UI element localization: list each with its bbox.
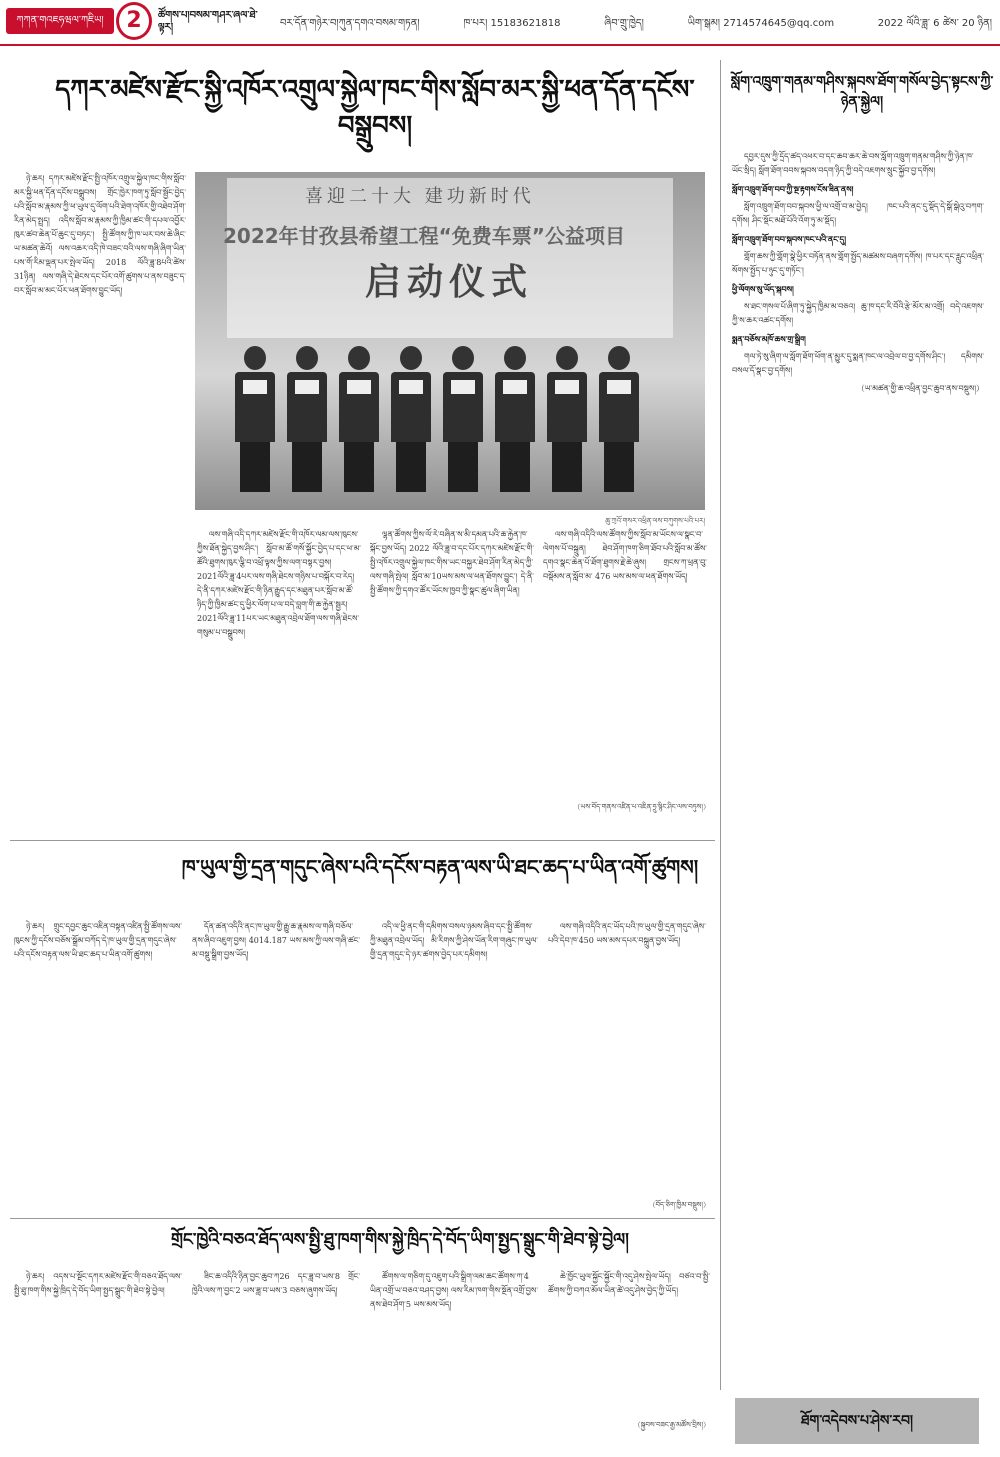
paragraph: འདི་ལ་ཕྱི་ནང་གི་དམིགས་བསལ་ཉམས་ཞིབ་དང་སྤྱི་ཚོགས་ཀྱི་མཐུན་འབྲེལ་ཡོད། མི་རིགས་ཀྱི་ཤེས་ཡོན་རིག་གཞུང་ཁ་ཡུལ་གྱི་དྲན་གདུང་དེ་ཉར་ཚགས་བྱེད་པར་དམིགས། — [370, 922, 538, 959]
page-editor-box: ཐོག་འདེབས་པ་ཤེས་རབ། — [735, 1398, 979, 1444]
bot-article-col4 — [548, 1270, 710, 1410]
paragraph: གལ་ཏེ་སུ་ཞིག་ལ་སློག་ཐོག་ཕོག་ན་མྱུར་དུ་སྨན་ཁང་ལ་འབྲེལ་བ་བྱ་དགོས་ཤིང་། དམིགས་བསལ་དོ་སྣང་བྱ་དགོས། — [732, 352, 984, 375]
student-figure — [547, 346, 587, 496]
student-figure — [443, 346, 483, 496]
paragraph: ལས་གཞི་འདིའི་ལས་ཚོགས་ཀྱིས་སློབ་མ་ཡོངས་ལ་སྣང་བ་ལེགས་པོ་བསྐྲུན། ཐེབ་ཤོག་ཁག་ཅིག་ཐོབ་པའི་སློབ་མ་ཚོས་དགའ་སྣང་ཆེན་པོ་ཐོག་ཐུགས་རྗེ་ཆེ་ཞུས། གྲངས་ཀ་ཕྲན་བུ་བསྡོམས་ན་སློབ་མ་ 476 ཡས་མས་ལ་ཕན་ཐོགས་ཡོད། — [543, 530, 707, 581]
masthead-left-label: ཀཀན་གའཇཧཝལ་ཀཇིཡ། — [6, 8, 114, 34]
paragraph: ཉེ་ཆར། འདས་པ་སྔོང་དཀར་མཛེས་རྫོང་གི་བཅའ་ཐོད་ལས་སྤྱི་ཐུ་ཁག་གིས་སྐྱེ་ཁྲིད་དེ་བོད་ཡིག་སྤྱད་སྒྲུང་གི་ཐེབ་སྟེ་བྱེལ། — [14, 1272, 182, 1295]
phone: 15183621818 — [490, 18, 561, 29]
paragraph: གློག་ཆས་ཀྱི་གློག་སྣེ་ཕྱིར་བཏོན་ནས་གློག་སྤྱོད་མཚམས་བཞག་དགོས། ཁ་པར་དང་རླུང་འཕྲིན་སོགས་སྤྱོད་པ་ཉུང་དུ་གཏོང་། — [732, 252, 984, 275]
paragraph: ལས་གཞི་འདིའི་ནང་ཡོད་པའི་ཁ་ཡུལ་གྱི་དྲན་གདུང་ཞེས་པའི་དེབ་ཁ་450 ཡས་མས་དཔར་བསྐྲུན་བྱས་ཡོད། — [548, 922, 706, 945]
paragraph: དབྱར་དུས་ཀྱི་དྲོད་ཚད་འཕར་བ་དང་ཆབ་ཆར་ཆེ་བས་སློག་འཁྲུག་གནམ་གཤིས་ཀྱི་ཉེན་ཁ་ཡོང་སྲིད། སློག་ཐོག་བབས་སྐབས་བདག་ཉིད་ཀྱི་བདེ་འཇགས་སྲུང་སྐྱོབ་བྱ་དགོས། — [732, 152, 974, 175]
mid-article-col1 — [14, 920, 182, 1210]
proof-label: ཞིབ་གྲུ་ཁྱེད། — [604, 18, 644, 29]
section-title: ཚོགས་པ།བསམ་གཤར་ཞལ་ཐེ་ལྟར། — [158, 10, 258, 33]
paragraph: ཚོགས་ལ་གཅིག་དུ་འཇུག་པའི་སྒྲིག་ལམ་ཆང་ཚོགས་ཀ་4 ཡིན་འགྲོ་ཡ་བཅའ་བཤད་བྱས། ལས་རིམ་ཁག་གིས་སྔོན་འགྲོ་བྱས་ནས་ཐེབ་ཤོག་5 ཡས་མས་ཡོད། — [370, 1272, 538, 1309]
mid-article-source: （བོད་ཅིག་ཁྱིམ་བསྡུས།） — [648, 1201, 710, 1209]
section-divider — [10, 1218, 715, 1219]
main-article-col1 — [14, 172, 186, 652]
main-article-col2 — [197, 528, 361, 828]
side-subheading: སྨན་བཅོས་མཁོ་ཆས་གྲ་སྒྲིག — [732, 334, 806, 344]
paragraph: ཟིང་ཆ་འདིའི་ཉིན་བྱང་ཆུབ་ཀ26 དང་ཟླ་བ་ཡས་8 གྲོང་ཁྱེའི་ལས་ཀ་བྱང་2 ཡས་ཟླ་བ་ཡས་3 བཅས་ཞུགས་ཡོད། — [192, 1272, 360, 1295]
paragraph: ཉེ་ཆར། གྲུང་དབྱང་ཆུང་འཇིན་བསྟན་འཛིན་སྤྱི་ཚོགས་ལས་ཁུངས་ཀྱི་དངོས་བཅོས་སྒྲོམ་བཀོད་དེ་ཁ་ཡུལ་གྱི་དྲན་གདུང་ཞེས་པའི་དངོས་བརྟན་ལས་ཡི་ཐང་ཆད་པ་ཡིན་འགོ་ཚུགས། — [14, 922, 182, 959]
news-photo — [195, 172, 705, 510]
email-label: ཡིག་སྒམ། — [687, 18, 721, 29]
side-headline: སློག་འཁྲུག་གནམ་གཤིས་སྐབས་ཐོག་གསོལ་བྱེད་སྟངས་ཀྱི་ཉེན་སྐྱེལ། — [730, 74, 994, 110]
bot-article-col2 — [192, 1270, 360, 1440]
middle-headline: ཁ་ཡུལ་གྱི་དྲན་གདུང་ཞེས་པའི་དངོས་བརྟན་ལས་ཡི་ཐང་ཆད་པ་ཡིན་འགོ་ཚུགས། — [181, 855, 699, 879]
phone-label: ཁ་པར། — [463, 18, 488, 29]
bot-article-source: （སྐྱབས་བཟང་རྒྱ་མཚོས་བྲིས།） — [633, 1421, 710, 1429]
issue-date: 2022 ལོའི་ཟླ་ 6 ཚེས་ 20 ཉིན། — [877, 18, 992, 29]
mid-article-col4 — [548, 920, 710, 1190]
student-figure — [391, 346, 431, 496]
column-divider — [720, 60, 721, 1390]
bottom-headline: གྲོང་ཁྱེའི་བཅའ་ཐོད་ལས་སྤྱི་ཐུ་ཁག་གིས་སྐྱེ་ཁྲིད་དེ་བོད་ཡིག་སྤྱད་སྒྲུང་གི་ཐེབ་སྟེ་བྱེལ། — [171, 1230, 629, 1250]
paragraph: ལས་གཞི་འདི་དཀར་མཛེས་རྫོང་གི་འཁོར་ལམ་ལས་ཁུངས་ཀྱིས་ཐོན་སྐྱེད་བྱས་ཤིང་། སློབ་མ་ཚོ་གསོ་སྐྱོང་བྱེད་པ་དང་ཕ་མ་ཚོའི་ཐུགས་ཁུར་ལྕི་བ་འཕྲོ་ལྟས་ཀྱིས་ལག་བསྟར་བྱས། 2021ལོའི་ཟླ་4པར་ལས་གཞི་ཐེངས་གཉིས་པ་བསྐོར་བ་རེད། དེ་ནི་དཀར་མཛེས་རྫོང་གི་ཉིན་རྒྱུད་དང་མཐུན་པར་སློབ་མ་ཚོ་ཉིད་ཀྱི་ཁྱིམ་ཚང་དུ་ཕྱིར་ལོག་པ་ལ་བདེ་བླག་གི་ཆ་རྐྱེན་སྦྱར། 2021ལོའི་ཟླ་11པར་ཡང་མཐུན་འབྲེལ་ཐོག་ལས་གཞི་ཐེངས་གསུམ་པ་བསྒྲུབས། — [197, 530, 361, 637]
paragraph: ཆེ་ཁྱོང་ཡུལ་སྐྱོང་སྐྱོང་གི་འདུ་ཤེས་སྤེལ་ཡོད། བཙའ་བ་སྤྱི་ཚོགས་ཀྱི་བཀའ་མོལ་ཡིན་ཚེ་འདུ་ཤེས་བྱེད་ཀྱི་ཡོད། — [548, 1272, 710, 1295]
side-subheading: སློག་འཁྲུག་ཐོག་བབ་སྐབས་ཁང་པའི་ནང་དུ། — [732, 234, 846, 244]
email: 2714574645@qq.com — [723, 18, 835, 29]
student-figure — [235, 346, 275, 496]
student-figure — [287, 346, 327, 496]
side-article-source: （ཡ་མཚན་གྱི་ཆ་འཕྲིན་བྱང་ཆུབ་ནས་བསྡུས།） — [856, 384, 984, 393]
main-article-source: （ཡས་བོད་གནས་འཛིན་པ་འཇིན་ཧྲུ་སྙིང་ཤིང་ལས་བཏུས།） — [573, 803, 710, 811]
main-article-col4 — [543, 528, 707, 798]
student-figure — [599, 346, 639, 496]
mid-article-col3 — [370, 920, 538, 1210]
paragraph: དོན་ཚན་འདིའི་ནང་ཁ་ཡུལ་གྱི་རྒྱུ་ཆ་རྣམས་ལ་གཞི་བཅོལ་ནས་ཞིབ་འཇུག་བྱས། 4014.187 ཡས་མས་ཀྱི་ལས་གཞི་ཚང་མ་བསྡུ་སྒྲིག་བྱས་ཡོད། — [192, 922, 360, 959]
bot-article-col3 — [370, 1270, 538, 1440]
photo-banner-line2: 2022年甘孜县希望工程“免费车票”公益项目 — [223, 224, 625, 248]
side-subheading: ཕྱི་ལོགས་སུ་ཡོད་སྐབས། — [732, 284, 794, 294]
mid-article-col2 — [192, 920, 360, 1210]
page-number: 2 — [116, 2, 152, 40]
side-article — [732, 150, 984, 1380]
masthead — [0, 0, 1000, 46]
photo-banner-line1: 喜迎二十大 建功新时代 — [305, 186, 535, 207]
student-figure — [339, 346, 379, 496]
editor-label: བར་དོན་གཉེར་བ།ཀུན་དགའ་བསམ་གཏན། — [280, 18, 420, 29]
paragraph: སློག་འཁྲུག་ཐོག་བབ་སྐབས་ཕྱི་ལ་འགྲོ་བ་མ་བྱེད། ཁང་པའི་ནང་དུ་སྡོད་དེ་སྒོ་སྒེའུ་བཀག་དགོས། ཤིང་སྡོང་མཐོ་པོའི་འོག་ཏུ་མ་སྡོད། — [732, 202, 984, 225]
photo-banner-line3: 启动仪式 — [365, 262, 534, 303]
paragraph: ས་ཐང་གསལ་པོ་ཞིག་ཏུ་སྐྱེད་ཁྱིམ་མ་བཅའ། ཆུ་ཁ་དང་རི་བོའི་རྩེ་མོར་མ་འགྲོ། བདེ་འཇགས་ཀྱི་ས་ཆར་འཚང་དགོས། — [732, 302, 984, 325]
photo-caption: ཆུ་ཀྲའོ་གསར་འཕྲིན་ལས་བཀུགས་པའི་པར། — [605, 517, 705, 525]
section-divider — [10, 840, 715, 841]
paragraph: ཉེ་ཆར། དཀར་མཛེས་རྫོང་སྤྱི་འཁོར་འགྲུལ་སྐྱེལ་ཁང་གིས་སློབ་མར་སྐྱི་ཕན་དོན་དངོས་བསྒྲུབས། གྲོང་ཁྱེར་ཁག་ཏུ་སློབ་སྦྱོང་བྱེད་པའི་སློབ་མ་རྣམས་ཀྱི་ཕ་ཡུལ་དུ་ལོག་པའི་ཐེག་འཁོར་གྱི་འཐེབ་ཤོག་རིན་མེད་སྤྲད། འདིས་སློབ་མ་རྣམས་ཀྱི་ཁྱིམ་ཚང་གི་དཔལ་འབྱོར་ཁུར་ཚབ་ཆེན་པོ་ཆུང་དུ་བཏང་། སྤྱི་ཚོགས་ཀྱི་ཁ་ཡར་བས་ཆེ་ཞིང་ཡ་མཚན་ཆེའོ། ལས་འཆར་འདི་ཁེ་བཟང་བའི་ལས་གཞི་ཞིག་ཡིན་པས་གོ་རིམ་ལྡན་པར་སྤེལ་ཡོད། 2018 ལོའི་ཟླ་8པའི་ཚེས་31ཉིན། ལས་གཞི་དེ་ཐེངས་དང་པོར་འགོ་ཚུགས་པ་ནས་བཟུང་ད་བར་སློབ་མ་མང་པོར་ཕན་ཐོགས་བྱུང་ཡོད། — [14, 174, 186, 295]
masthead-info — [280, 12, 992, 40]
main-headline: དཀར་མཛེས་རྫོང་སྐྱི་འཁོར་འགྲུལ་སྐྱེལ་ཁང་གིས་སློབ་མར་སྐྱི་ཕན་དོན་དངོས་བསྒྲུབས། — [55, 75, 695, 141]
side-subheading: སློག་འཁྲུག་ཐོག་བབ་ཀྱི་སྔ་རྟགས་ངོས་ཟིན་ནས། — [732, 184, 854, 194]
bot-article-col1 — [14, 1270, 182, 1440]
main-article-col3 — [370, 528, 534, 828]
student-figure — [495, 346, 535, 496]
paragraph: ལྷན་ཚོགས་ཀྱིས་ལོ་རེ་བཞིན་ས་མི་དམན་པའི་ཆ་རྐྱེན་ཁ་སྐོང་བྱས་ཡོད། 2022 ལོའི་ཟླ་བ་དང་པོར་དཀར་མཛེས་རྫོང་གི་སྤྱི་འཁོར་འགྲུལ་སྐྱེལ་ཁང་གིས་ཡང་བསྐྱར་ཐེབ་ཤོག་རིན་མེད་ཀྱི་ལས་གཞི་སྤེལ། སློབ་མ་10ཡས་མས་ལ་ཕན་ཐོགས་བྱུང་། དེ་ནི་སྤྱི་ཚོགས་ཀྱི་དགའ་ཚོར་ཡོངས་ཁྱབ་ཀྱི་སྣང་ཚུལ་ཞིག་ཡིན། — [370, 530, 534, 595]
